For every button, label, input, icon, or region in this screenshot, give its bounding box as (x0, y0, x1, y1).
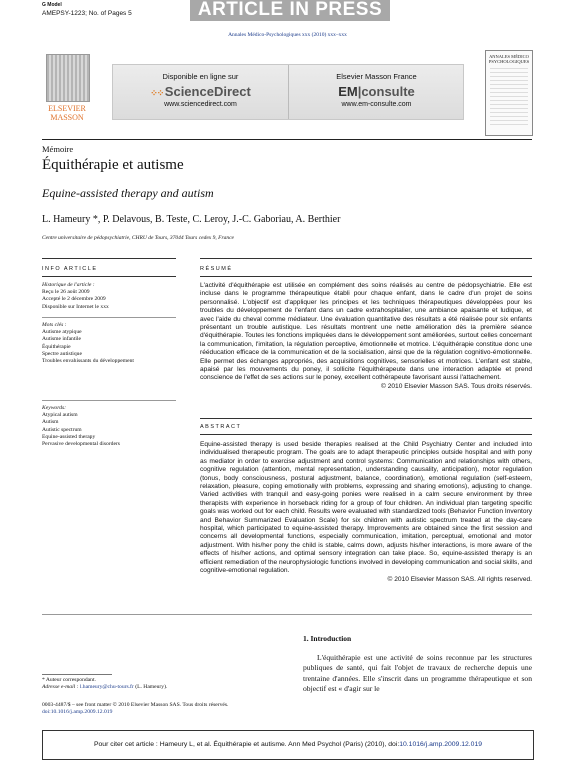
gmodel-label: G Model (42, 2, 62, 8)
email-link[interactable]: l.hameury@chu-tours.fr (79, 684, 134, 690)
journal-citation-line[interactable]: Annales Médico-Psychologiques xxx (2010) xxx–xxx (228, 32, 347, 38)
elsevier-logo (42, 54, 92, 132)
journal-cover-image (485, 50, 533, 136)
top-bar (0, 0, 575, 26)
title-english: Equine-assisted therapy and autism (42, 186, 214, 200)
em-small-text: Elsevier Masson France (336, 72, 417, 81)
history-label: Historique de l'article : (42, 282, 95, 288)
authors: L. Hameury *, P. Delavous, B. Teste, C. Leroy, J.-C. Gaboriau, A. Berthier (42, 214, 341, 225)
citation-box (42, 730, 534, 760)
abstract-section (200, 441, 532, 584)
history-item: Reçu le 26 août 2009 (42, 289, 90, 296)
rule-body-top (42, 614, 532, 615)
article-history (42, 282, 176, 311)
availability-banner (112, 64, 464, 120)
resume-heading: RÉSUMÉ (200, 266, 233, 272)
rule-resume-sub (200, 276, 532, 277)
rule-resume-top (200, 258, 532, 259)
keyword-item: Equine-assisted therapy (42, 433, 96, 440)
cover-text-lines (490, 68, 528, 126)
history-item: Accepté le 2 décembre 2009 (42, 296, 106, 303)
sciencedirect-block[interactable] (113, 65, 288, 119)
emconsulte-logo: EM|consulte (338, 84, 415, 99)
footnote-rule (42, 674, 112, 675)
motscle-item: Troubles envahissants du développement (42, 358, 134, 365)
sd-name: ScienceDirect (164, 84, 251, 99)
article-type: Mémoire (42, 144, 74, 154)
keyword-item: Pervasive developmental disorders (42, 441, 120, 448)
affiliation: Centre universitaire de pédopsychiatrie, CHRU de Tours, 37044 Tours cedex 9, France (42, 235, 234, 241)
journal-ref: AMEPSY-1223; No. of Pages 5 (42, 10, 132, 17)
keywords-label: Keywords: (42, 405, 67, 411)
sciencedirect-logo (113, 84, 288, 99)
citation-text: Pour citer cet article : Hameury L, et al. Équithérapie et autisme. Ann Med Psychol (Paris) (2010), doi: (93, 741, 400, 748)
rule-abstract-sub (200, 434, 532, 435)
email-suffix: (L. Hameury). (135, 684, 168, 690)
resume-copyright: © 2010 Elsevier Masson SAS. Tous droits réservés. (381, 382, 532, 390)
motscle-item: Autisme atypique (42, 329, 82, 336)
keyword-item: Autism (42, 419, 59, 426)
em-part-a: EM (338, 84, 358, 99)
rule-history (42, 317, 176, 318)
rule-keywords (42, 400, 176, 401)
title-french: Équithérapie et autisme (42, 157, 184, 173)
sd-small-text: Disponible en ligne sur (162, 72, 239, 81)
em-part-b: consulte (361, 84, 415, 99)
citation-doi-link[interactable]: 10.1016/j.amp.2009.12.019 (399, 741, 482, 748)
cover-title: ANNALES MÉDICO PSYCHOLOGIQUES (488, 54, 530, 64)
footnote-corr (42, 677, 282, 691)
journal-header (42, 44, 532, 140)
rule-abstract-top (200, 418, 532, 419)
publisher-logo-text: ELSEVIER MASSON (48, 104, 86, 122)
email-line (42, 684, 282, 691)
motscle-item: Équithérapie (42, 343, 71, 350)
abstract-heading: ABSTRACT (200, 424, 242, 430)
history-item: Disponible sur Internet le xxx (42, 303, 109, 310)
motscle-item: Autisme infantile (42, 336, 81, 343)
emconsulte-block[interactable] (288, 65, 464, 119)
resume-section (200, 282, 532, 391)
mots-cles (42, 322, 176, 365)
keyword-item: Atypical autism (42, 412, 78, 419)
motscles-label: Mots clés : (42, 322, 67, 328)
front-matter (42, 702, 342, 716)
resume-text: L'activité d'équithérapie est utilisée en complément des soins réalisés au centre de pédopsychiatrie. Elle est incluse dans le programme thérapeutique établi pour chaque enfant, dans le cadre d'un projet de soins personnalisé. L'objectif est d'appliquer les principes et les techniques thérapeutiques développées pour les troubles du développement de l'enfant dans un cadre extrahospitalier, une ambiance apaisante et ludique, et avec l'aide du cheval comme médiateur. Une évaluation quantitative des résultats a été réalisée pour six enfants présentant un trouble autistique. Les résultats montrent une nette amélioration dès la première séance d'équithérapie. Toutes les fonctions impliquées dans le développement sont améliorées, surtout celles concernant la communication, l'imitation, la régulation perceptive, émotionnelle et motrice. L'équithérapie constitue donc une rééducation efficace de la communication et de la socialisation, ainsi que de la régulation cognitivo-émotionnelle. Elle permet des échanges appropriés, des acquisitions cognitives, sensorielles et motrices. L'enfant est stable, apaisé par les mouvements du poney, il sollicite l'équithérapeute dans une interaction adaptée et prend conscience de l'effet de ses actions sur le poney, excellent cothérapeute favorisant aussi l'attachement. (200, 282, 532, 382)
article-in-press-banner: ARTICLE IN PRESS (190, 0, 390, 21)
doi-link[interactable]: doi:10.1016/j.amp.2009.12.019 (42, 709, 113, 715)
intro-text: L'équithérapie est une activité de soins reconnue par les structures publiques de santé, qui fait l'objet de travaux de recherche depuis une trentaine d'années. Elle s'inscrit dans un programme thérapeutique et son objectif est « d'agir sur le (303, 653, 532, 693)
sd-dots-icon: ⁘⁘ (150, 88, 165, 98)
intro-heading: 1. Introduction (303, 634, 352, 643)
abstract-copyright: © 2010 Elsevier Masson SAS. All rights reserved. (387, 575, 532, 583)
em-url[interactable]: www.em-consulte.com (341, 101, 412, 108)
corresponding-author: * Auteur correspondant. (42, 677, 96, 683)
motscle-item: Spectre autistique (42, 350, 82, 357)
sd-url[interactable]: www.sciencedirect.com (164, 101, 237, 108)
rule-info-sub (42, 276, 176, 277)
keyword-item: Autistic spectrum (42, 426, 82, 433)
keywords (42, 405, 176, 448)
email-label: Adresse e-mail : (42, 684, 79, 690)
front-matter-text: 0003-4487/$ – see front matter © 2010 Elsevier Masson SAS. Tous droits réservés. (42, 702, 229, 708)
rule-info-top (42, 258, 176, 259)
info-heading: INFO ARTICLE (42, 266, 98, 272)
abstract-text: Equine-assisted therapy is used beside therapies realised at the Child Psychiatry Center and included into individualised therapeutic program. The goals are to adapt therapeutic principles outside hospital and with pony as mediator in order to exercise adjustment and control systems: Communication and relationships with others, cognitive regulation (attention, mental representation, understanding causality, anticipation), motor regulation (tonus, body consciousness, postural adjustment, balance, coordination), emotional regulation (self-esteem, relaxation, pleasure, coping emotionally with problems, expressing and sharing emotions), adjusting to change. Varied activities with tranquil and easy-going ponies were realised in a calm secure environment by three therapists with experience in horseback riding for a group of four children. An individual plan targeting specific goals was worked out for each child. Results were evaluated with standardized tools (Behavior Function Inventory and Behavior Summarized Evaluation Scale) for six children with autistic spectrum treated at the day-care hospital, which participated to equine-assisted therapy. Improvements are obtained since the first session and concerns all developmental functions, especially communication, imitation, perceptual, emotional and motor adjustment. With his/her pony the child is stable, calms down, adjusts his/her interactions, is more aware of the effects of his/her actions, and optimal sensory integration can take place. So, equine-assisted therapy is an efficient remediation of the neurophysiologic functions involved in developing communication and social skills, and cognitive-emotional regulation. (200, 441, 532, 575)
elsevier-tree-icon (46, 54, 90, 102)
